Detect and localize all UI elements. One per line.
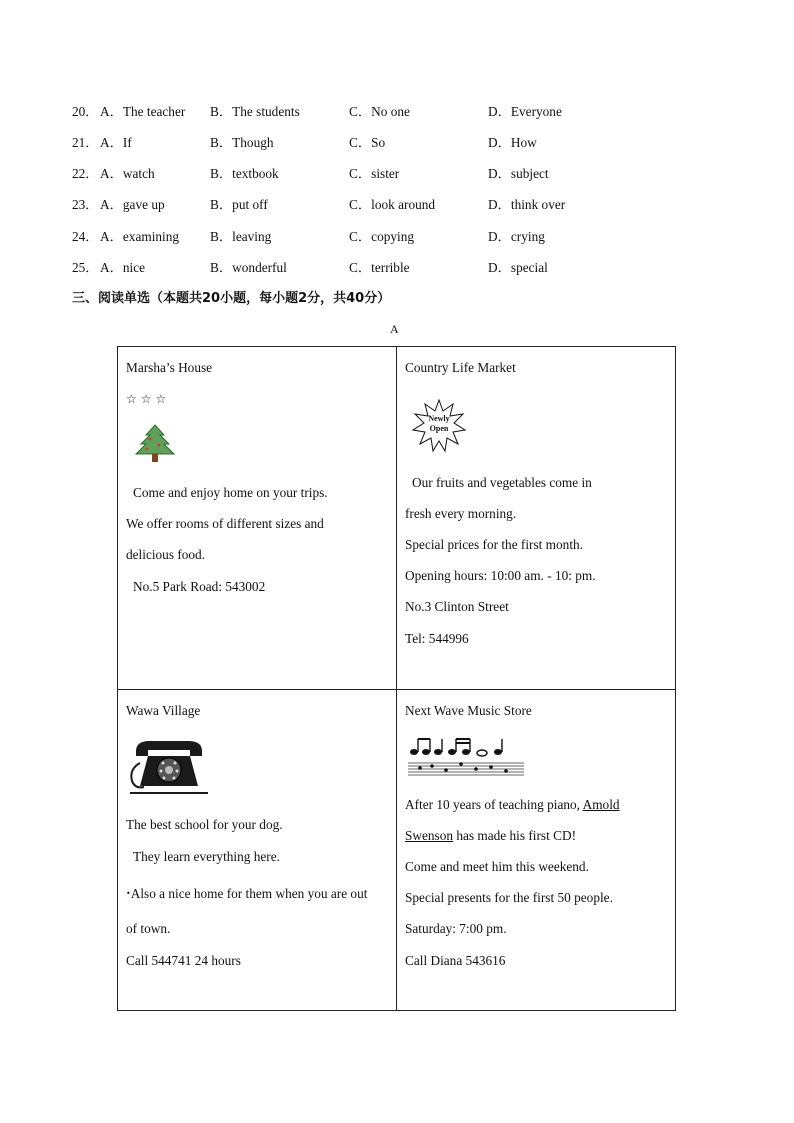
ad-phone: Tel: 544996 bbox=[405, 631, 469, 646]
ad-phone: Call 544741 24 hours bbox=[126, 953, 241, 968]
grid-divider-horizontal bbox=[118, 689, 675, 690]
question-number: 20． bbox=[72, 104, 99, 119]
option-c: C．No one bbox=[349, 104, 410, 119]
option-d: D．Everyone bbox=[488, 104, 562, 119]
option-b: B．leaving bbox=[210, 229, 272, 244]
option-b: B．The students bbox=[210, 104, 300, 119]
ad-line: Our fruits and vegetables come in bbox=[412, 475, 592, 490]
ad-line: The best school for your dog. bbox=[126, 817, 283, 832]
ads-grid bbox=[117, 346, 676, 1011]
question-number: 21． bbox=[72, 135, 99, 150]
question-number: 23． bbox=[72, 197, 99, 212]
badge-text-line2: Open bbox=[429, 424, 449, 433]
ad-line bbox=[405, 796, 620, 814]
question-number: 25． bbox=[72, 260, 99, 275]
ad-title: Wawa Village bbox=[126, 703, 201, 718]
musician-name-last: Swenson bbox=[405, 828, 454, 843]
ad-line: Come and enjoy home on your trips. bbox=[133, 485, 328, 500]
option-b: B．textbook bbox=[210, 166, 279, 181]
option-d: D．think over bbox=[488, 197, 566, 212]
music-notes-icon bbox=[406, 737, 526, 777]
ad-address: No.5 Park Road: 543002 bbox=[133, 579, 266, 594]
passage-label: A bbox=[390, 322, 399, 336]
musician-name-first: Amold bbox=[582, 797, 620, 812]
bullet-icon: • bbox=[126, 889, 131, 898]
section-title: 三、阅读单选（本题共20小题，每小题2分，共40分） bbox=[72, 291, 391, 306]
badge-text-line1: Newly bbox=[428, 414, 450, 423]
option-a: A．examining bbox=[100, 229, 180, 244]
option-c: C．So bbox=[349, 135, 386, 150]
ad-phone: Call Diana 543616 bbox=[405, 953, 506, 968]
ad-line bbox=[126, 885, 367, 903]
star-rating: ☆☆☆ bbox=[126, 392, 171, 406]
option-c: C．look around bbox=[349, 197, 436, 212]
option-d: D．special bbox=[488, 260, 548, 275]
ad-line: We offer rooms of different sizes and bbox=[126, 516, 324, 531]
option-d: D．crying bbox=[488, 229, 545, 244]
option-a: A．watch bbox=[100, 166, 155, 181]
option-b: B．wonderful bbox=[210, 260, 287, 275]
tree-icon bbox=[132, 423, 178, 463]
grid-divider-vertical bbox=[396, 347, 397, 1010]
ad-address: No.3 Clinton Street bbox=[405, 599, 509, 614]
telephone-icon bbox=[128, 739, 210, 795]
option-c: C．copying bbox=[349, 229, 415, 244]
option-a: A．gave up bbox=[100, 197, 165, 212]
option-c: C．sister bbox=[349, 166, 400, 181]
ad-line: They learn everything here. bbox=[133, 849, 280, 864]
option-d: D．subject bbox=[488, 166, 549, 181]
option-a: A．nice bbox=[100, 260, 146, 275]
question-number: 22． bbox=[72, 166, 99, 181]
option-d: D．How bbox=[488, 135, 537, 150]
ad-title: Marsha’s House bbox=[126, 360, 213, 375]
option-b: B．put off bbox=[210, 197, 268, 212]
ad-time: Saturday: 7:00 pm. bbox=[405, 921, 507, 936]
option-a: A．If bbox=[100, 135, 132, 150]
ad-line: fresh every morning. bbox=[405, 506, 517, 521]
question-number: 24． bbox=[72, 229, 99, 244]
ad-title: Country Life Market bbox=[405, 360, 516, 375]
option-a: A．The teacher bbox=[100, 104, 186, 119]
ad-line: Special prices for the first month. bbox=[405, 537, 583, 552]
option-b: B．Though bbox=[210, 135, 274, 150]
ad-line bbox=[405, 827, 576, 845]
ad-line: Special presents for the first 50 people. bbox=[405, 890, 613, 905]
ad-line-text: Also a nice home for them when you are out bbox=[130, 886, 368, 901]
ad-hours: Opening hours: 10:00 am. - 10: pm. bbox=[405, 568, 596, 583]
ad-line-text: After 10 years of teaching piano, bbox=[405, 797, 583, 812]
ad-title: Next Wave Music Store bbox=[405, 703, 532, 718]
ad-line-text: has made his first CD! bbox=[453, 828, 577, 843]
ad-line: delicious food. bbox=[126, 547, 206, 562]
ad-line: Come and meet him this weekend. bbox=[405, 859, 589, 874]
ad-line: of town. bbox=[126, 921, 171, 936]
option-c: C．terrible bbox=[349, 260, 410, 275]
newly-open-badge-icon bbox=[412, 399, 466, 453]
